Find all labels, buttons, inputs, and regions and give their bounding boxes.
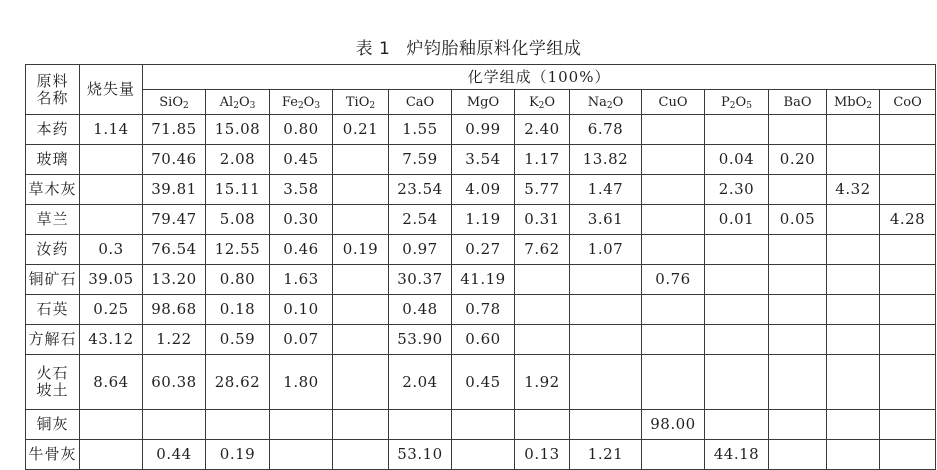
value-cell [642, 325, 705, 355]
value-cell: 0.80 [206, 265, 270, 295]
value-cell: 1.22 [143, 325, 206, 355]
value-cell [515, 325, 570, 355]
value-cell: 53.90 [389, 325, 452, 355]
loss-on-ignition-cell [80, 410, 143, 440]
oxide-header-al2o3: $Al_2O_3$ [206, 90, 270, 115]
value-cell: 0.30 [270, 205, 333, 235]
value-cell: 41.19 [452, 265, 515, 295]
loss-on-ignition-cell: 43.12 [80, 325, 143, 355]
oxide-header-coo: CoO [880, 90, 936, 115]
value-cell [880, 325, 936, 355]
value-cell [827, 410, 880, 440]
value-cell: 98.68 [143, 295, 206, 325]
value-cell: 71.85 [143, 115, 206, 145]
value-cell [642, 295, 705, 325]
material-name-cell: 本药 [26, 115, 80, 145]
value-cell [642, 440, 705, 470]
value-cell [705, 115, 769, 145]
table-row [26, 175, 936, 205]
value-cell: 0.97 [389, 235, 452, 265]
value-cell [827, 205, 880, 235]
value-cell: 13.82 [570, 145, 642, 175]
value-cell [333, 145, 389, 175]
value-cell: 70.46 [143, 145, 206, 175]
value-cell [642, 115, 705, 145]
loss-on-ignition-cell: 1.14 [80, 115, 143, 145]
value-cell [515, 295, 570, 325]
table-title: 炉钧胎釉原料化学组成 [406, 39, 582, 59]
value-cell: 60.38 [143, 355, 206, 410]
value-cell: 0.99 [452, 115, 515, 145]
table-body [26, 65, 936, 470]
table-row [26, 410, 936, 440]
value-cell [705, 325, 769, 355]
value-cell [642, 355, 705, 410]
oxide-header-cuo: CuO [642, 90, 705, 115]
value-cell: 0.76 [642, 265, 705, 295]
chemical-composition-header: 化学组成（100%） [143, 65, 936, 90]
value-cell [769, 265, 827, 295]
value-cell [270, 410, 333, 440]
value-cell: 0.45 [452, 355, 515, 410]
value-cell: 0.19 [333, 235, 389, 265]
value-cell: 3.61 [570, 205, 642, 235]
value-cell [769, 325, 827, 355]
value-cell [769, 115, 827, 145]
value-cell: 6.78 [570, 115, 642, 145]
value-cell [642, 205, 705, 235]
value-cell [827, 145, 880, 175]
value-cell [515, 265, 570, 295]
material-name-cell: 石英 [26, 295, 80, 325]
material-name-cell: 汝药 [26, 235, 80, 265]
loss-on-ignition-cell [80, 440, 143, 470]
value-cell: 0.44 [143, 440, 206, 470]
value-cell: 7.62 [515, 235, 570, 265]
material-name-cell: 草木灰 [26, 175, 80, 205]
value-cell [570, 355, 642, 410]
oxide-header-na2o: $Na_2O$ [570, 90, 642, 115]
value-cell: 1.92 [515, 355, 570, 410]
value-cell: 2.54 [389, 205, 452, 235]
loss-on-ignition-cell: 0.3 [80, 235, 143, 265]
value-cell [769, 295, 827, 325]
table-row [26, 145, 936, 175]
oxide-header-fe2o3: $Fe_2O_3$ [270, 90, 333, 115]
value-cell [827, 440, 880, 470]
value-cell [880, 295, 936, 325]
value-cell [452, 410, 515, 440]
value-cell: 30.37 [389, 265, 452, 295]
value-cell [827, 295, 880, 325]
value-cell: 76.54 [143, 235, 206, 265]
table-row [26, 265, 936, 295]
material-name-cell: 牛骨灰 [26, 440, 80, 470]
value-cell: 2.40 [515, 115, 570, 145]
value-cell: 0.21 [333, 115, 389, 145]
value-cell [880, 410, 936, 440]
oxide-header-bao: BaO [769, 90, 827, 115]
value-cell [827, 115, 880, 145]
value-cell: 2.08 [206, 145, 270, 175]
value-cell [705, 410, 769, 440]
value-cell: 0.80 [270, 115, 333, 145]
value-cell: 0.04 [705, 145, 769, 175]
value-cell [705, 295, 769, 325]
value-cell [333, 265, 389, 295]
value-cell: 0.19 [206, 440, 270, 470]
value-cell [333, 205, 389, 235]
table-row [26, 355, 936, 410]
value-cell [769, 355, 827, 410]
value-cell [880, 265, 936, 295]
loss-on-ignition-header: 烧失量 [80, 65, 143, 115]
value-cell [705, 235, 769, 265]
table-number: 表 1 [355, 39, 391, 59]
value-cell [570, 410, 642, 440]
value-cell: 0.78 [452, 295, 515, 325]
oxide-header-tio2: TiO$_2$ [333, 90, 389, 115]
oxide-header-cao: CaO [389, 90, 452, 115]
loss-on-ignition-cell: 0.25 [80, 295, 143, 325]
value-cell: 5.08 [206, 205, 270, 235]
table-caption [0, 34, 937, 59]
value-cell: 44.18 [705, 440, 769, 470]
value-cell: 79.47 [143, 205, 206, 235]
value-cell: 0.60 [452, 325, 515, 355]
table-row [26, 295, 936, 325]
value-cell: 0.48 [389, 295, 452, 325]
value-cell: 1.80 [270, 355, 333, 410]
value-cell [570, 265, 642, 295]
value-cell: 0.13 [515, 440, 570, 470]
value-cell: 0.07 [270, 325, 333, 355]
value-cell [705, 355, 769, 410]
loss-on-ignition-cell [80, 175, 143, 205]
value-cell: 3.54 [452, 145, 515, 175]
value-cell [270, 440, 333, 470]
value-cell: 13.20 [143, 265, 206, 295]
value-cell: 0.45 [270, 145, 333, 175]
value-cell: 1.47 [570, 175, 642, 205]
value-cell: 1.55 [389, 115, 452, 145]
value-cell: 3.58 [270, 175, 333, 205]
value-cell: 23.54 [389, 175, 452, 205]
value-cell [570, 325, 642, 355]
value-cell [880, 115, 936, 145]
value-cell [452, 440, 515, 470]
value-cell [642, 175, 705, 205]
value-cell: 4.28 [880, 205, 936, 235]
table-row [26, 205, 936, 235]
value-cell: 0.31 [515, 205, 570, 235]
value-cell: 2.04 [389, 355, 452, 410]
value-cell: 0.59 [206, 325, 270, 355]
value-cell [333, 175, 389, 205]
table-row [26, 115, 936, 145]
material-name-cell: 火石 坡土 [26, 355, 80, 410]
value-cell: 53.10 [389, 440, 452, 470]
value-cell [705, 265, 769, 295]
value-cell [143, 410, 206, 440]
composition-table [25, 64, 936, 470]
value-cell: 1.21 [570, 440, 642, 470]
value-cell [515, 410, 570, 440]
value-cell: 0.27 [452, 235, 515, 265]
value-cell [880, 235, 936, 265]
value-cell [880, 355, 936, 410]
value-cell: 15.08 [206, 115, 270, 145]
oxide-header-k2o: $K_2O$ [515, 90, 570, 115]
oxide-header-p2o5: $P_2O_5$ [705, 90, 769, 115]
material-name-cell: 方解石 [26, 325, 80, 355]
value-cell: 39.81 [143, 175, 206, 205]
value-cell [769, 235, 827, 265]
value-cell: 15.11 [206, 175, 270, 205]
value-cell [827, 325, 880, 355]
value-cell: 0.01 [705, 205, 769, 235]
raw-material-header: 原料 名称 [26, 65, 80, 115]
value-cell: 2.30 [705, 175, 769, 205]
value-cell [880, 175, 936, 205]
value-cell [769, 175, 827, 205]
value-cell: 4.32 [827, 175, 880, 205]
value-cell [333, 325, 389, 355]
oxide-header-sio2: SiO$_2$ [143, 90, 206, 115]
value-cell [333, 410, 389, 440]
loss-on-ignition-cell [80, 205, 143, 235]
value-cell: 0.18 [206, 295, 270, 325]
material-name-cell: 铜矿石 [26, 265, 80, 295]
value-cell: 28.62 [206, 355, 270, 410]
value-cell: 98.00 [642, 410, 705, 440]
table-row [26, 235, 936, 265]
value-cell: 1.63 [270, 265, 333, 295]
table-row [26, 440, 936, 470]
value-cell: 0.20 [769, 145, 827, 175]
value-cell: 0.46 [270, 235, 333, 265]
material-name-cell: 铜灰 [26, 410, 80, 440]
value-cell [827, 265, 880, 295]
value-cell: 4.09 [452, 175, 515, 205]
value-cell [333, 355, 389, 410]
oxide-header-mbo2: MbO$_2$ [827, 90, 880, 115]
value-cell: 1.19 [452, 205, 515, 235]
material-name-cell: 草兰 [26, 205, 80, 235]
value-cell [827, 355, 880, 410]
value-cell [642, 235, 705, 265]
table-row [26, 325, 936, 355]
value-cell: 0.10 [270, 295, 333, 325]
oxide-header-mgo: MgO [452, 90, 515, 115]
value-cell [827, 235, 880, 265]
oxide-header-row [26, 90, 936, 115]
loss-on-ignition-cell: 39.05 [80, 265, 143, 295]
value-cell [769, 410, 827, 440]
value-cell [333, 295, 389, 325]
value-cell [642, 145, 705, 175]
header-row-1 [26, 65, 936, 90]
loss-on-ignition-cell [80, 145, 143, 175]
value-cell: 0.05 [769, 205, 827, 235]
value-cell [880, 145, 936, 175]
loss-on-ignition-cell: 8.64 [80, 355, 143, 410]
value-cell [769, 440, 827, 470]
value-cell: 7.59 [389, 145, 452, 175]
value-cell [333, 440, 389, 470]
material-name-cell: 玻璃 [26, 145, 80, 175]
value-cell: 5.77 [515, 175, 570, 205]
value-cell [206, 410, 270, 440]
value-cell [570, 295, 642, 325]
value-cell: 1.17 [515, 145, 570, 175]
value-cell: 1.07 [570, 235, 642, 265]
value-cell [389, 410, 452, 440]
value-cell: 12.55 [206, 235, 270, 265]
value-cell [880, 440, 936, 470]
